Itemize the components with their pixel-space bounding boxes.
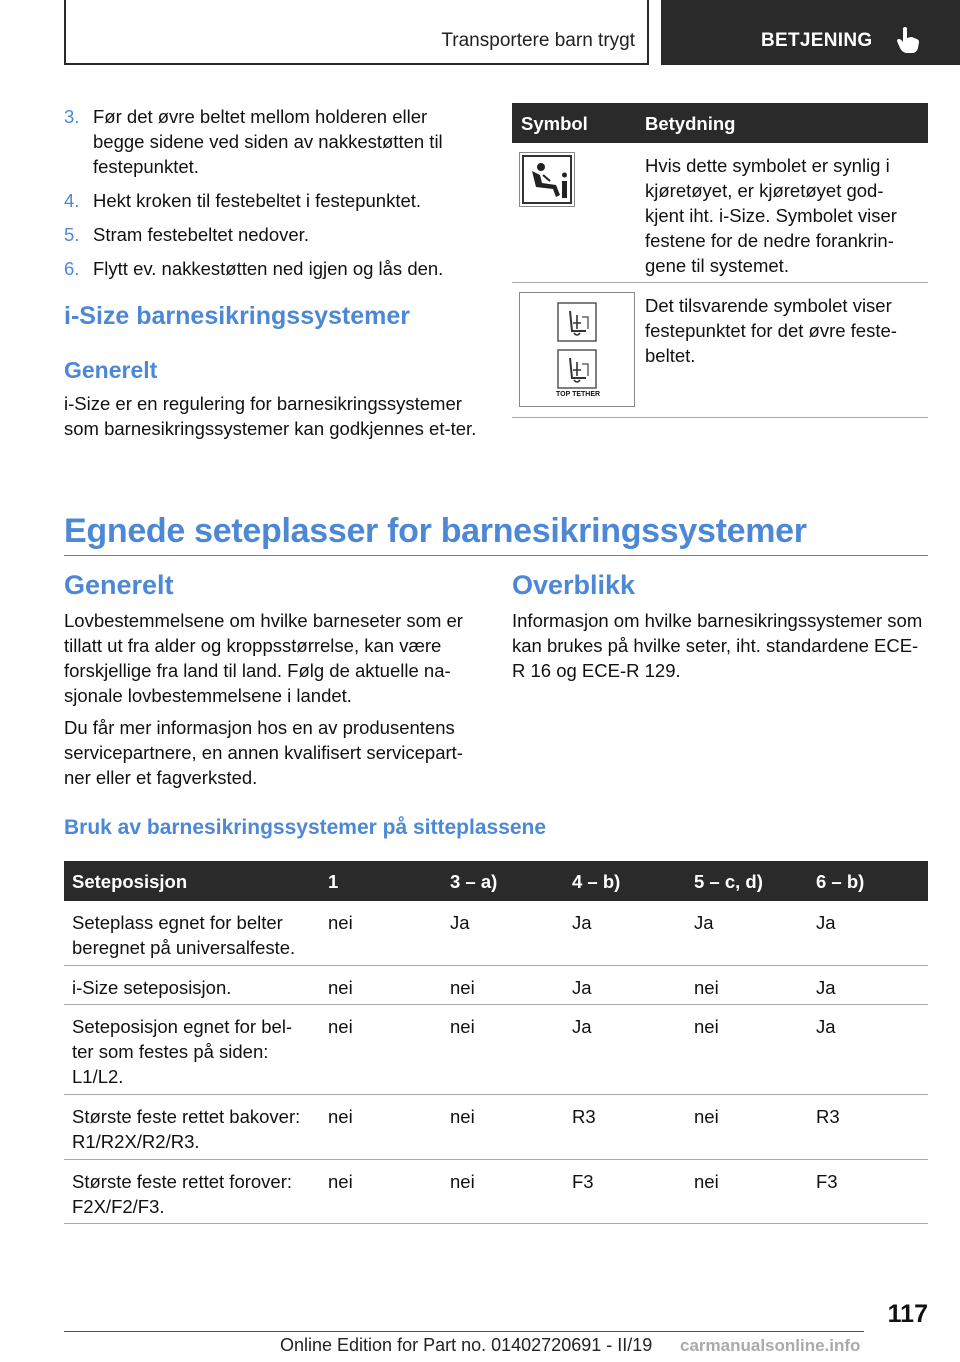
table-cell: nei bbox=[450, 1016, 475, 1037]
page-number: 117 bbox=[887, 1300, 928, 1328]
step-number: 5. bbox=[64, 224, 80, 245]
general-heading: Generelt bbox=[64, 570, 174, 600]
usage-table bbox=[64, 861, 928, 1224]
table-cell: nei bbox=[328, 1171, 353, 1192]
overview-heading: Overblikk bbox=[512, 570, 636, 600]
section-title: Transportere barn trygt bbox=[441, 30, 635, 51]
table-cell: nei bbox=[694, 1016, 719, 1037]
edition-text: Online Edition for Part no. 01402720691 - II/19 bbox=[280, 1335, 653, 1355]
table-cell: R3 bbox=[572, 1106, 596, 1127]
step-text: Stram festebeltet nedover. bbox=[93, 224, 309, 245]
table-cell: nei bbox=[450, 1106, 475, 1127]
table-cell: Ja bbox=[450, 912, 470, 933]
table-row bbox=[64, 966, 928, 1005]
chapter-title: BETJENING bbox=[761, 30, 873, 51]
column-header: Symbol bbox=[521, 113, 588, 134]
column-header: Betydning bbox=[645, 113, 736, 134]
general-paragraph-2: Du får mer informasjon hos en av produsentens servicepartnere, en annen kvalifisert servicepart-ner eller et fagverksted. bbox=[64, 717, 463, 788]
step-text: Hekt kroken til festebeltet i festepunktet. bbox=[93, 190, 422, 211]
table-row bbox=[64, 901, 928, 966]
column-header: Seteposisjon bbox=[72, 871, 188, 892]
table-cell: Seteposisjon egnet for bel-ter som festes på siden: L1/L2. bbox=[72, 1016, 293, 1087]
step-text: Flytt ev. nakkestøtten ned igjen og lås den. bbox=[93, 258, 444, 279]
pointing-hand-icon bbox=[895, 26, 921, 54]
top-tether-icon bbox=[519, 292, 635, 407]
table-cell: nei bbox=[694, 1171, 719, 1192]
footer-divider bbox=[64, 1331, 864, 1332]
column-header: 4 – b) bbox=[572, 871, 621, 892]
table-cell: Ja bbox=[694, 912, 714, 933]
table-cell: Ja bbox=[816, 977, 836, 998]
main-section-title: Egnede seteplasser for barnesikringssystemer bbox=[64, 512, 807, 550]
step-number: 6. bbox=[64, 258, 80, 279]
watermark: carmanualsonline.info bbox=[680, 1336, 861, 1355]
symbol-description: Hvis dette symbolet er synlig i kjøretøyet, er kjøretøyet god-kjent iht. i-Size. Symbolet viser festene for de nedre forankrin-gene til systemet. bbox=[645, 155, 897, 276]
isize-heading: i-Size barnesikringssystemer bbox=[64, 302, 410, 330]
column-header: 5 – c, d) bbox=[694, 871, 763, 892]
isize-text: i-Size er en regulering for barnesikringssystemer som barnesikringssystemer kan godkjennes et-ter. bbox=[64, 393, 477, 439]
table-cell: nei bbox=[328, 912, 353, 933]
table-row bbox=[512, 283, 928, 418]
isize-seat-icon bbox=[519, 152, 575, 207]
table-row bbox=[64, 1005, 928, 1095]
header-section-box bbox=[64, 0, 649, 65]
table-cell: Ja bbox=[816, 912, 836, 933]
top-tether-label: TOP TETHER bbox=[556, 391, 601, 398]
column-header: 3 – a) bbox=[450, 871, 498, 892]
table-cell: Seteplass egnet for belter beregnet på universalfeste. bbox=[72, 912, 296, 958]
table-cell: F3 bbox=[572, 1171, 594, 1192]
table-row bbox=[64, 1095, 928, 1160]
overview-paragraph: Informasjon om hvilke barnesikringssystemer som kan brukes på hvilke seter, iht. standardene ECE-R 16 og ECE-R 129. bbox=[512, 610, 923, 681]
table-cell: Ja bbox=[572, 1016, 592, 1037]
table-cell: Ja bbox=[816, 1016, 836, 1037]
steps-list bbox=[64, 104, 479, 290]
isize-subheading: Generelt bbox=[64, 357, 158, 383]
step-number: 3. bbox=[64, 106, 80, 127]
general-paragraph-1: Lovbestemmelsene om hvilke barneseter som er tillatt ut fra alder og kroppsstørrelse, kan være forskjellige fra land til land. Følg de aktuelle na-sjonale lovbestemmelsene i landet. bbox=[64, 610, 463, 706]
usage-heading: Bruk av barnesikringssystemer på sitteplassene bbox=[64, 816, 547, 839]
table-cell: nei bbox=[694, 1106, 719, 1127]
heading-divider bbox=[64, 555, 928, 556]
table-cell: nei bbox=[328, 977, 353, 998]
table-cell: Ja bbox=[572, 977, 592, 998]
table-cell: Største feste rettet forover: F2X/F2/F3. bbox=[72, 1171, 293, 1217]
list-item bbox=[64, 256, 479, 281]
table-header bbox=[64, 861, 928, 901]
table-cell: Største feste rettet bakover: R1/R2X/R2/R3. bbox=[72, 1106, 301, 1152]
symbol-table bbox=[512, 103, 928, 418]
symbol-description: Det tilsvarende symbolet viser festepunktet for det øvre feste-beltet. bbox=[645, 295, 897, 366]
header-chapter-tab bbox=[661, 0, 960, 65]
table-cell: nei bbox=[694, 977, 719, 998]
table-row bbox=[64, 1160, 928, 1224]
column-header: 6 – b) bbox=[816, 871, 865, 892]
list-item bbox=[64, 222, 479, 247]
table-cell: nei bbox=[328, 1016, 353, 1037]
table-cell: Ja bbox=[572, 912, 592, 933]
list-item bbox=[64, 104, 479, 179]
table-cell: nei bbox=[328, 1106, 353, 1127]
column-header: 1 bbox=[328, 871, 339, 892]
step-text: Før det øvre beltet mellom holderen eller begge sidene ved siden av nakkestøtten til festepunktet. bbox=[93, 106, 443, 177]
table-row bbox=[512, 143, 928, 283]
list-item bbox=[64, 188, 479, 213]
table-cell: F3 bbox=[816, 1171, 838, 1192]
table-header bbox=[512, 103, 928, 143]
table-cell: R3 bbox=[816, 1106, 840, 1127]
table-cell: i-Size seteposisjon. bbox=[72, 977, 232, 998]
step-number: 4. bbox=[64, 190, 80, 211]
table-cell: nei bbox=[450, 1171, 475, 1192]
table-cell: nei bbox=[450, 977, 475, 998]
